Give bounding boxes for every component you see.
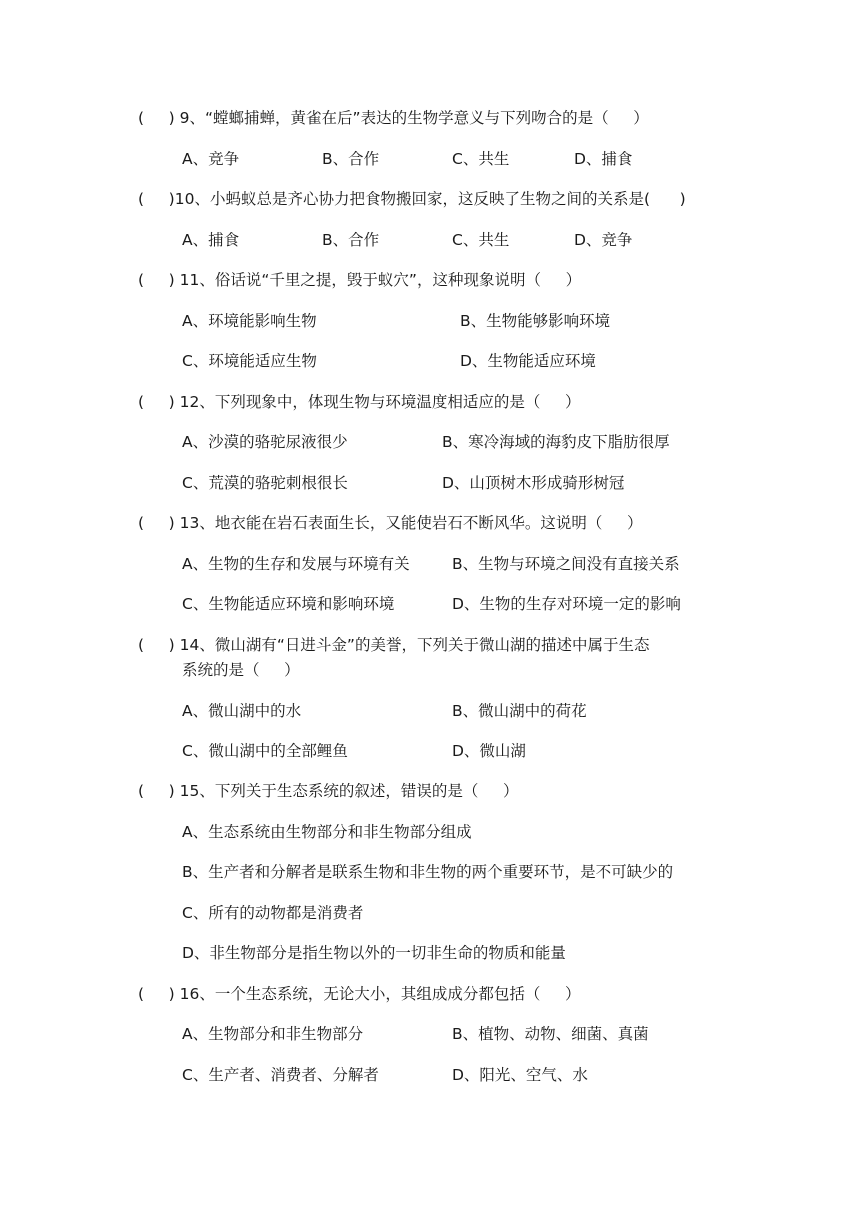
question-9-option-a: A、竞争 [182,150,240,168]
question-12-option-d: D、山顶树木形成骑形树冠 [442,474,625,492]
question-14-option-b: B、微山湖中的荷花 [452,702,587,720]
question-9-option-b: B、合作 [322,150,380,168]
question-10-option-a: A、捕食 [182,231,240,249]
question-9-option-d: D、捕食 [574,150,633,168]
question-11-option-a: A、环境能影响生物 [182,312,317,330]
question-15-option-d: D、非生物部分是指生物以外的一切非生命的物质和能量 [182,944,566,962]
question-11-option-c: C、环境能适应生物 [182,352,317,370]
question-16-option-a: A、生物部分和非生物部分 [182,1025,364,1043]
question-16-stem: ( ) 16、一个生态系统，无论大小，其组成成分都包括（ ） [138,985,581,1003]
question-16-option-c: C、生产者、消费者、分解者 [182,1066,379,1084]
question-12-option-b: B、寒冷海域的海豹皮下脂肪很厚 [442,433,670,451]
question-14-stem-continued: 系统的是（ ） [182,661,300,679]
question-10-option-b: B、合作 [322,231,380,249]
question-11-option-b: B、生物能够影响环境 [460,312,611,330]
question-14-option-c: C、微山湖中的全部鲤鱼 [182,742,348,760]
question-13-option-c: C、生物能适应环境和影响环境 [182,595,395,613]
question-15-option-c: C、所有的动物都是消费者 [182,904,364,922]
question-10-stem: ( )10、小蚂蚁总是齐心协力把食物搬回家，这反映了生物之间的关系是( ) [138,190,686,208]
question-12-stem: ( ) 12、下列现象中，体现生物与环境温度相适应的是（ ） [138,393,581,411]
question-11-option-d: D、生物能适应环境 [460,352,596,370]
question-9-stem: ( ) 9、“螳螂捕蝉，黄雀在后”表达的生物学意义与下列吻合的是（ ） [138,109,649,127]
question-12-option-c: C、荒漠的骆驼刺根很长 [182,474,348,492]
question-14-option-d: D、微山湖 [452,742,526,760]
question-12-option-a: A、沙漠的骆驼尿液很少 [182,433,348,451]
question-10-option-d: D、竞争 [574,231,633,249]
question-14-stem: ( ) 14、微山湖有“日进斗金”的美誉，下列关于微山湖的描述中属于生态 [138,636,650,654]
question-15-option-a: A、生态系统由生物部分和非生物部分组成 [182,823,472,841]
question-15-stem: ( ) 15、下列关于生态系统的叙述，错误的是（ ） [138,782,519,800]
question-11-stem: ( ) 11、俗话说“千里之提，毁于蚁穴”，这种现象说明（ ） [138,271,582,289]
question-13-option-b: B、生物与环境之间没有直接关系 [452,555,680,573]
question-10-option-c: C、共生 [452,231,510,249]
question-13-stem: ( ) 13、地衣能在岩石表面生长，又能使岩石不断风华。这说明（ ） [138,514,643,532]
question-16-option-d: D、阳光、空气、水 [452,1066,588,1084]
question-13-option-a: A、生物的生存和发展与环境有关 [182,555,410,573]
question-15-option-b: B、生产者和分解者是联系生物和非生物的两个重要环节，是不可缺少的 [182,863,674,881]
question-14-option-a: A、微山湖中的水 [182,702,302,720]
question-13-option-d: D、生物的生存对环境一定的影响 [452,595,681,613]
question-9-option-c: C、共生 [452,150,510,168]
question-16-option-b: B、植物、动物、细菌、真菌 [452,1025,649,1043]
